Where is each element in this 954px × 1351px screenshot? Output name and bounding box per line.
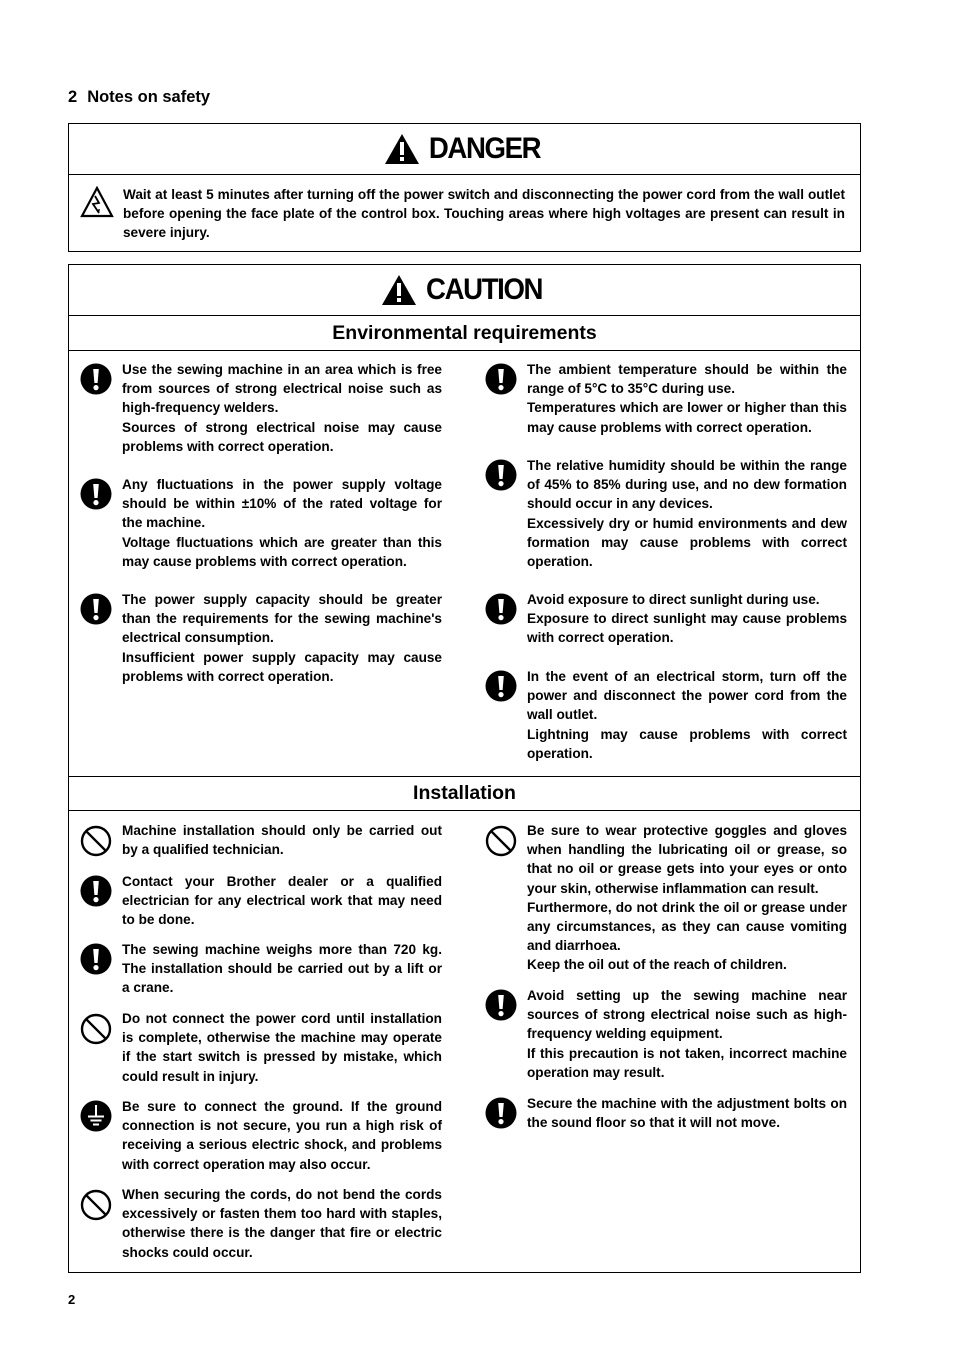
environmental-requirements-heading: Environmental requirements (69, 316, 860, 351)
caution-item-text: The relative humidity should be within the range of 45% to 85% during use, and no dew formation should occur in any devices. Excessively dry or humid environments and dew formation may cause problems with correct operation. (527, 458, 847, 570)
prohibition-icon (80, 1189, 112, 1226)
caution-item-text: Be sure to connect the ground. If the ground connection is not secure, you run a high risk of receiving a serious electric shock, and problems with correct operation may also occur. (122, 1099, 442, 1172)
caution-item (527, 360, 847, 437)
danger-heading (69, 124, 860, 175)
exclamation-icon (80, 593, 112, 630)
caution-item-text: Contact your Brother dealer or a qualified electrician for any electrical work that may need to be done. (122, 874, 442, 928)
danger-heading-text: DANGER (428, 132, 541, 165)
ground-icon (80, 1100, 112, 1137)
warning-triangle-icon (381, 274, 417, 306)
caution-item (527, 821, 847, 975)
warning-triangle-icon (384, 133, 420, 165)
caution-heading-text: CAUTION (426, 273, 543, 306)
exclamation-icon (80, 943, 112, 980)
caution-item (527, 667, 847, 763)
caution-item (527, 986, 847, 1082)
prohibition-icon (80, 1013, 112, 1050)
exclamation-icon (485, 363, 517, 400)
caution-item (527, 1094, 847, 1132)
exclamation-icon (485, 989, 517, 1026)
exclamation-icon (80, 363, 112, 400)
caution-item-text: The sewing machine weighs more than 720 kg. The installation should be carried out by a lift or a crane. (122, 942, 442, 996)
installation-heading: Installation (69, 776, 860, 811)
exclamation-icon (485, 459, 517, 496)
caution-item (122, 821, 442, 859)
caution-item-text: In the event of an electrical storm, turn off the power and disconnect the power cord from the wall outlet. Lightning may cause problems with correct operation. (527, 669, 847, 761)
caution-item (122, 590, 442, 686)
caution-item (122, 1009, 442, 1086)
exclamation-icon (80, 478, 112, 515)
caution-item-text: Be sure to wear protective goggles and gloves when handling the lubricating oil or grease, so that no oil or grease gets into your eyes or onto your skin, otherwise inflammation can result. Furthermore, do not drink the oil or grease under any circumstances, as they can cause vomiting and diarrhoea. Keep the oil out of the reach of children. (527, 823, 847, 973)
exclamation-icon (80, 875, 112, 912)
caution-item (122, 1097, 442, 1174)
caution-item-text: Secure the machine with the adjustment bolts on the sound floor so that it will not move. (527, 1096, 847, 1131)
caution-item (122, 872, 442, 930)
exclamation-icon (485, 593, 517, 630)
caution-item-text: The power supply capacity should be greater than the requirements for the sewing machine's electrical consumption. Insufficient power supply capacity may cause problems with correct operation. (122, 592, 442, 684)
section-title (68, 88, 210, 107)
caution-item (122, 475, 442, 571)
caution-item-text: Use the sewing machine in an area which is free from sources of strong electrical noise such as high-frequency welders. Sources of strong electrical noise may cause problems with correct operation. (122, 362, 442, 454)
danger-text: Wait at least 5 minutes after turning off the power switch and disconnecting the power cord from the wall outlet before opening the face plate of the control box. Touching areas where high voltages are present can result in severe injury. (123, 187, 845, 241)
section-title-text: Notes on safety (87, 88, 211, 106)
caution-item-text: The ambient temperature should be within the range of 5°C to 35°C during use. Temperatures which are lower or higher than this may cause problems with correct operation. (527, 362, 847, 435)
caution-item (122, 360, 442, 456)
caution-item-text: Do not connect the power cord until installation is complete, otherwise the machine may operate if the start switch is pressed by mistake, which could result in injury. (122, 1011, 442, 1084)
exclamation-icon (485, 670, 517, 707)
caution-item (527, 590, 847, 648)
caution-item (527, 456, 847, 571)
caution-heading (69, 265, 860, 316)
caution-item-text: When securing the cords, do not bend the cords excessively or fasten them too hard with staples, otherwise there is the danger that fire or electric shocks could occur. (122, 1187, 442, 1260)
danger-box (68, 123, 861, 252)
page-number: 2 (68, 1292, 76, 1307)
caution-item-text: Avoid exposure to direct sunlight during use. Exposure to direct sunlight may cause problems with correct operation. (527, 592, 847, 646)
section-number: 2 (68, 88, 78, 106)
high-voltage-warning-icon (80, 186, 114, 218)
danger-body (69, 175, 860, 251)
caution-item-text: Avoid setting up the sewing machine near sources of strong electrical noise such as high-frequency welding equipment. If this precaution is not taken, incorrect machine operation may result. (527, 988, 847, 1080)
prohibition-icon (80, 825, 112, 862)
caution-item-text: Machine installation should only be carried out by a qualified technician. (122, 823, 442, 858)
prohibition-icon (485, 825, 517, 862)
caution-item (122, 1185, 442, 1262)
caution-item (122, 940, 442, 998)
exclamation-icon (485, 1097, 517, 1134)
caution-item-text: Any fluctuations in the power supply voltage should be within ±10% of the rated voltage for the machine. Voltage fluctuations which are greater than this may cause problems with correct operation. (122, 477, 442, 569)
